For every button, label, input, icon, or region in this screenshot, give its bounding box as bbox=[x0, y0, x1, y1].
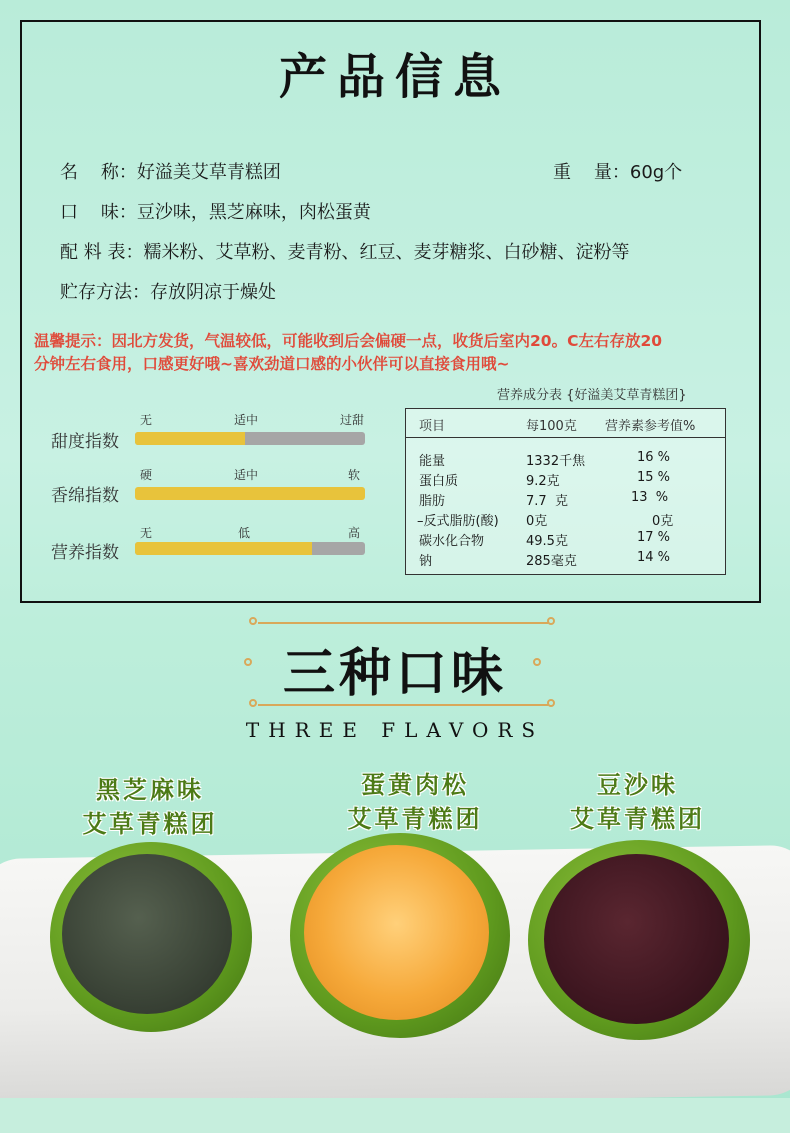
sesame-dumpling-image bbox=[50, 842, 252, 1032]
egg-floss-filling bbox=[304, 845, 489, 1020]
notice-line-2: 分钟左右食用，口感更好哦~喜欢劲道口感的小伙伴可以直接食用哦~ bbox=[34, 355, 510, 373]
taste-value: 豆沙味，黑芝麻味，肉松蛋黄 bbox=[136, 202, 371, 223]
nutrition-table: 项目 每100克 营养素参考值% 能量 1332千焦 16 % 蛋白质 9.2克 15 % 脂肪 7.7 克 13 % –反式脂肪(酸) 0克 0克 碳水化合物 49.5克 17 % 钠 285毫克 14 % bbox=[405, 408, 726, 575]
ingredients-key: 配 料 表： bbox=[60, 242, 144, 263]
flavors-title: 三种口味 bbox=[282, 643, 507, 704]
info-taste-row bbox=[60, 198, 371, 224]
weight-key: 重 量： bbox=[553, 162, 630, 183]
index-label: 营养指数 bbox=[51, 543, 119, 563]
page-title: 产品信息 bbox=[278, 49, 511, 105]
info-name-row bbox=[60, 158, 281, 184]
index-bar bbox=[135, 432, 365, 445]
warm-notice bbox=[34, 330, 764, 376]
info-weight-row bbox=[553, 158, 682, 184]
redbean-dumpling-image bbox=[528, 840, 750, 1040]
info-storage-row bbox=[60, 278, 276, 304]
nutrition-header: 项目 bbox=[419, 419, 446, 434]
flavor-label-sesame: 黑芝麻味 艾草青糕团 bbox=[82, 776, 218, 838]
bottom-strip bbox=[0, 1098, 790, 1133]
weight-value: 60g个 bbox=[629, 162, 683, 183]
index-label: 香绵指数 bbox=[51, 486, 119, 506]
decorative-line bbox=[258, 622, 548, 624]
decorative-dot bbox=[547, 617, 555, 625]
nutrition-header: 每100克 bbox=[526, 419, 577, 434]
ingredients-value: 糯米粉、艾草粉、麦青粉、红豆、麦芽糖浆、白砂糖、淀粉等 bbox=[143, 242, 630, 263]
storage-value: 存放阴凉于燥处 bbox=[150, 282, 276, 303]
decorative-dot bbox=[249, 617, 257, 625]
nutrition-divider bbox=[406, 437, 725, 438]
nutrition-caption: 营养成分表 {好溢美艾草青糕团} bbox=[497, 388, 687, 403]
notice-line-1: 温馨提示：因北方发货，气温较低，可能收到后会偏硬一点，收货后室内20。C左右存放20 bbox=[34, 332, 663, 350]
index-bar-fill bbox=[135, 487, 365, 500]
nutrition-header: 营养素参考值% bbox=[605, 419, 696, 434]
info-ingredients-row bbox=[60, 238, 629, 264]
flavor-label-egg-floss: 蛋黄肉松 艾草青糕团 bbox=[347, 771, 483, 833]
egg-floss-dumpling-image bbox=[290, 833, 510, 1038]
taste-key: 口 味： bbox=[60, 202, 137, 223]
index-bar bbox=[135, 487, 365, 500]
index-bar bbox=[135, 542, 365, 555]
flavor-label-redbean: 豆沙味 艾草青糕团 bbox=[570, 771, 705, 833]
storage-key: 贮存方法： bbox=[60, 282, 150, 303]
name-key: 名 称： bbox=[60, 162, 137, 183]
index-bar-fill bbox=[135, 542, 312, 555]
sesame-filling bbox=[62, 854, 232, 1014]
index-label: 甜度指数 bbox=[51, 432, 119, 452]
index-bar-fill bbox=[135, 432, 245, 445]
name-value: 好溢美艾草青糕团 bbox=[136, 162, 281, 183]
redbean-filling bbox=[544, 854, 729, 1024]
flavors-subtitle: THREE FLAVORS bbox=[245, 718, 545, 742]
